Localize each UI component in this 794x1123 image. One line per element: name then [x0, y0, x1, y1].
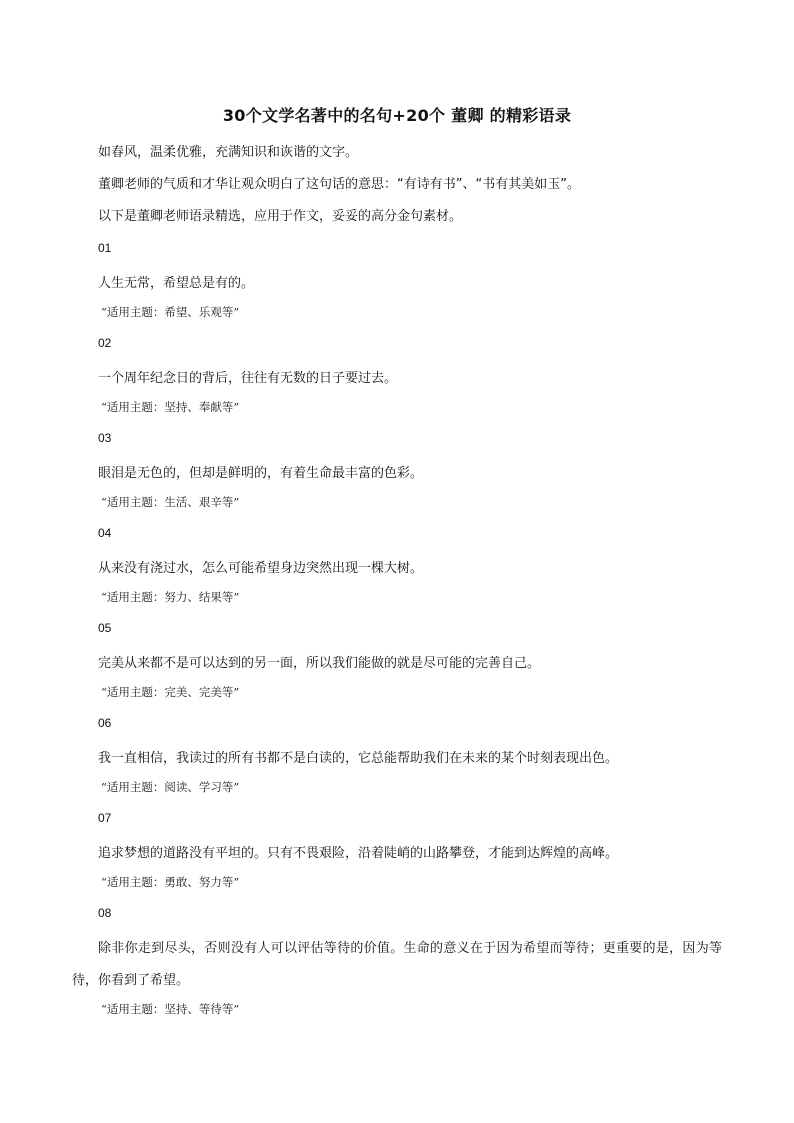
item-topic: “适用主题：阅读、学习等” — [101, 780, 240, 794]
page-title: 30个文学名著中的名句+20个 董卿 的精彩语录 — [222, 106, 572, 125]
quote-item — [0, 903, 794, 1030]
item-quote: 人生无常，希望总是有的。 — [98, 276, 255, 291]
item-topic: “适用主题：努力、结果等” — [101, 590, 240, 604]
item-quote: 完美从来都不是可以达到的另一面，所以我们能做的就是尽可能的完善自己。 — [98, 656, 541, 671]
item-topic: “适用主题：坚持、等待等” — [101, 1002, 240, 1016]
quote-item — [0, 618, 794, 713]
item-quote: 一个周年纪念日的背后，往往有无数的日子要过去。 — [98, 371, 398, 386]
item-topic: “适用主题：生活、艰辛等” — [101, 495, 240, 509]
item-quote: 追求梦想的道路没有平坦的。只有不畏艰险，沿着陡峭的山路攀登，才能到达辉煌的高峰。 — [98, 846, 619, 861]
item-topic: “适用主题：希望、乐观等” — [101, 305, 240, 319]
item-topic: “适用主题：坚持、奉献等” — [101, 400, 240, 414]
item-number: 06 — [98, 716, 112, 730]
item-number: 05 — [98, 621, 112, 635]
intro-paragraph-1: 如春风，温柔优雅，充满知识和诙谐的文字。 — [98, 145, 359, 160]
quote-item — [0, 713, 794, 808]
item-number: 02 — [98, 336, 112, 350]
item-number: 04 — [98, 526, 112, 540]
item-topic: “适用主题：勇敢、努力等” — [101, 875, 240, 889]
item-number: 08 — [98, 906, 112, 920]
item-topic: “适用主题：完美、完美等” — [101, 685, 240, 699]
item-quote: 我一直相信，我读过的所有书都不是白读的，它总能帮助我们在未来的某个时刻表现出色。 — [98, 751, 619, 766]
item-number: 03 — [98, 431, 112, 445]
intro-paragraph-2: 董卿老师的气质和才华让观众明白了这句话的意思：“有诗有书”、“书有其美如玉”。 — [98, 177, 580, 192]
quote-item — [0, 238, 794, 333]
quote-item — [0, 808, 794, 903]
quote-item — [0, 428, 794, 523]
item-number: 01 — [98, 241, 112, 255]
item-quote: 除非你走到尽头，否则没有人可以评估等待的价值。生命的意义在于因为希望而等待；更重要的是，因为等待，你看到了希望。 — [72, 941, 722, 988]
quote-item — [0, 333, 794, 428]
quote-item — [0, 523, 794, 618]
quote-list — [0, 238, 794, 1030]
item-quote: 眼泪是无色的，但却是鲜明的，有着生命最丰富的色彩。 — [98, 466, 424, 481]
intro-paragraph-3: 以下是董卿老师语录精选，应用于作文，妥妥的高分金句素材。 — [98, 209, 463, 224]
item-quote: 从来没有浇过水，怎么可能希望身边突然出现一棵大树。 — [98, 561, 424, 576]
item-number: 07 — [98, 811, 112, 825]
